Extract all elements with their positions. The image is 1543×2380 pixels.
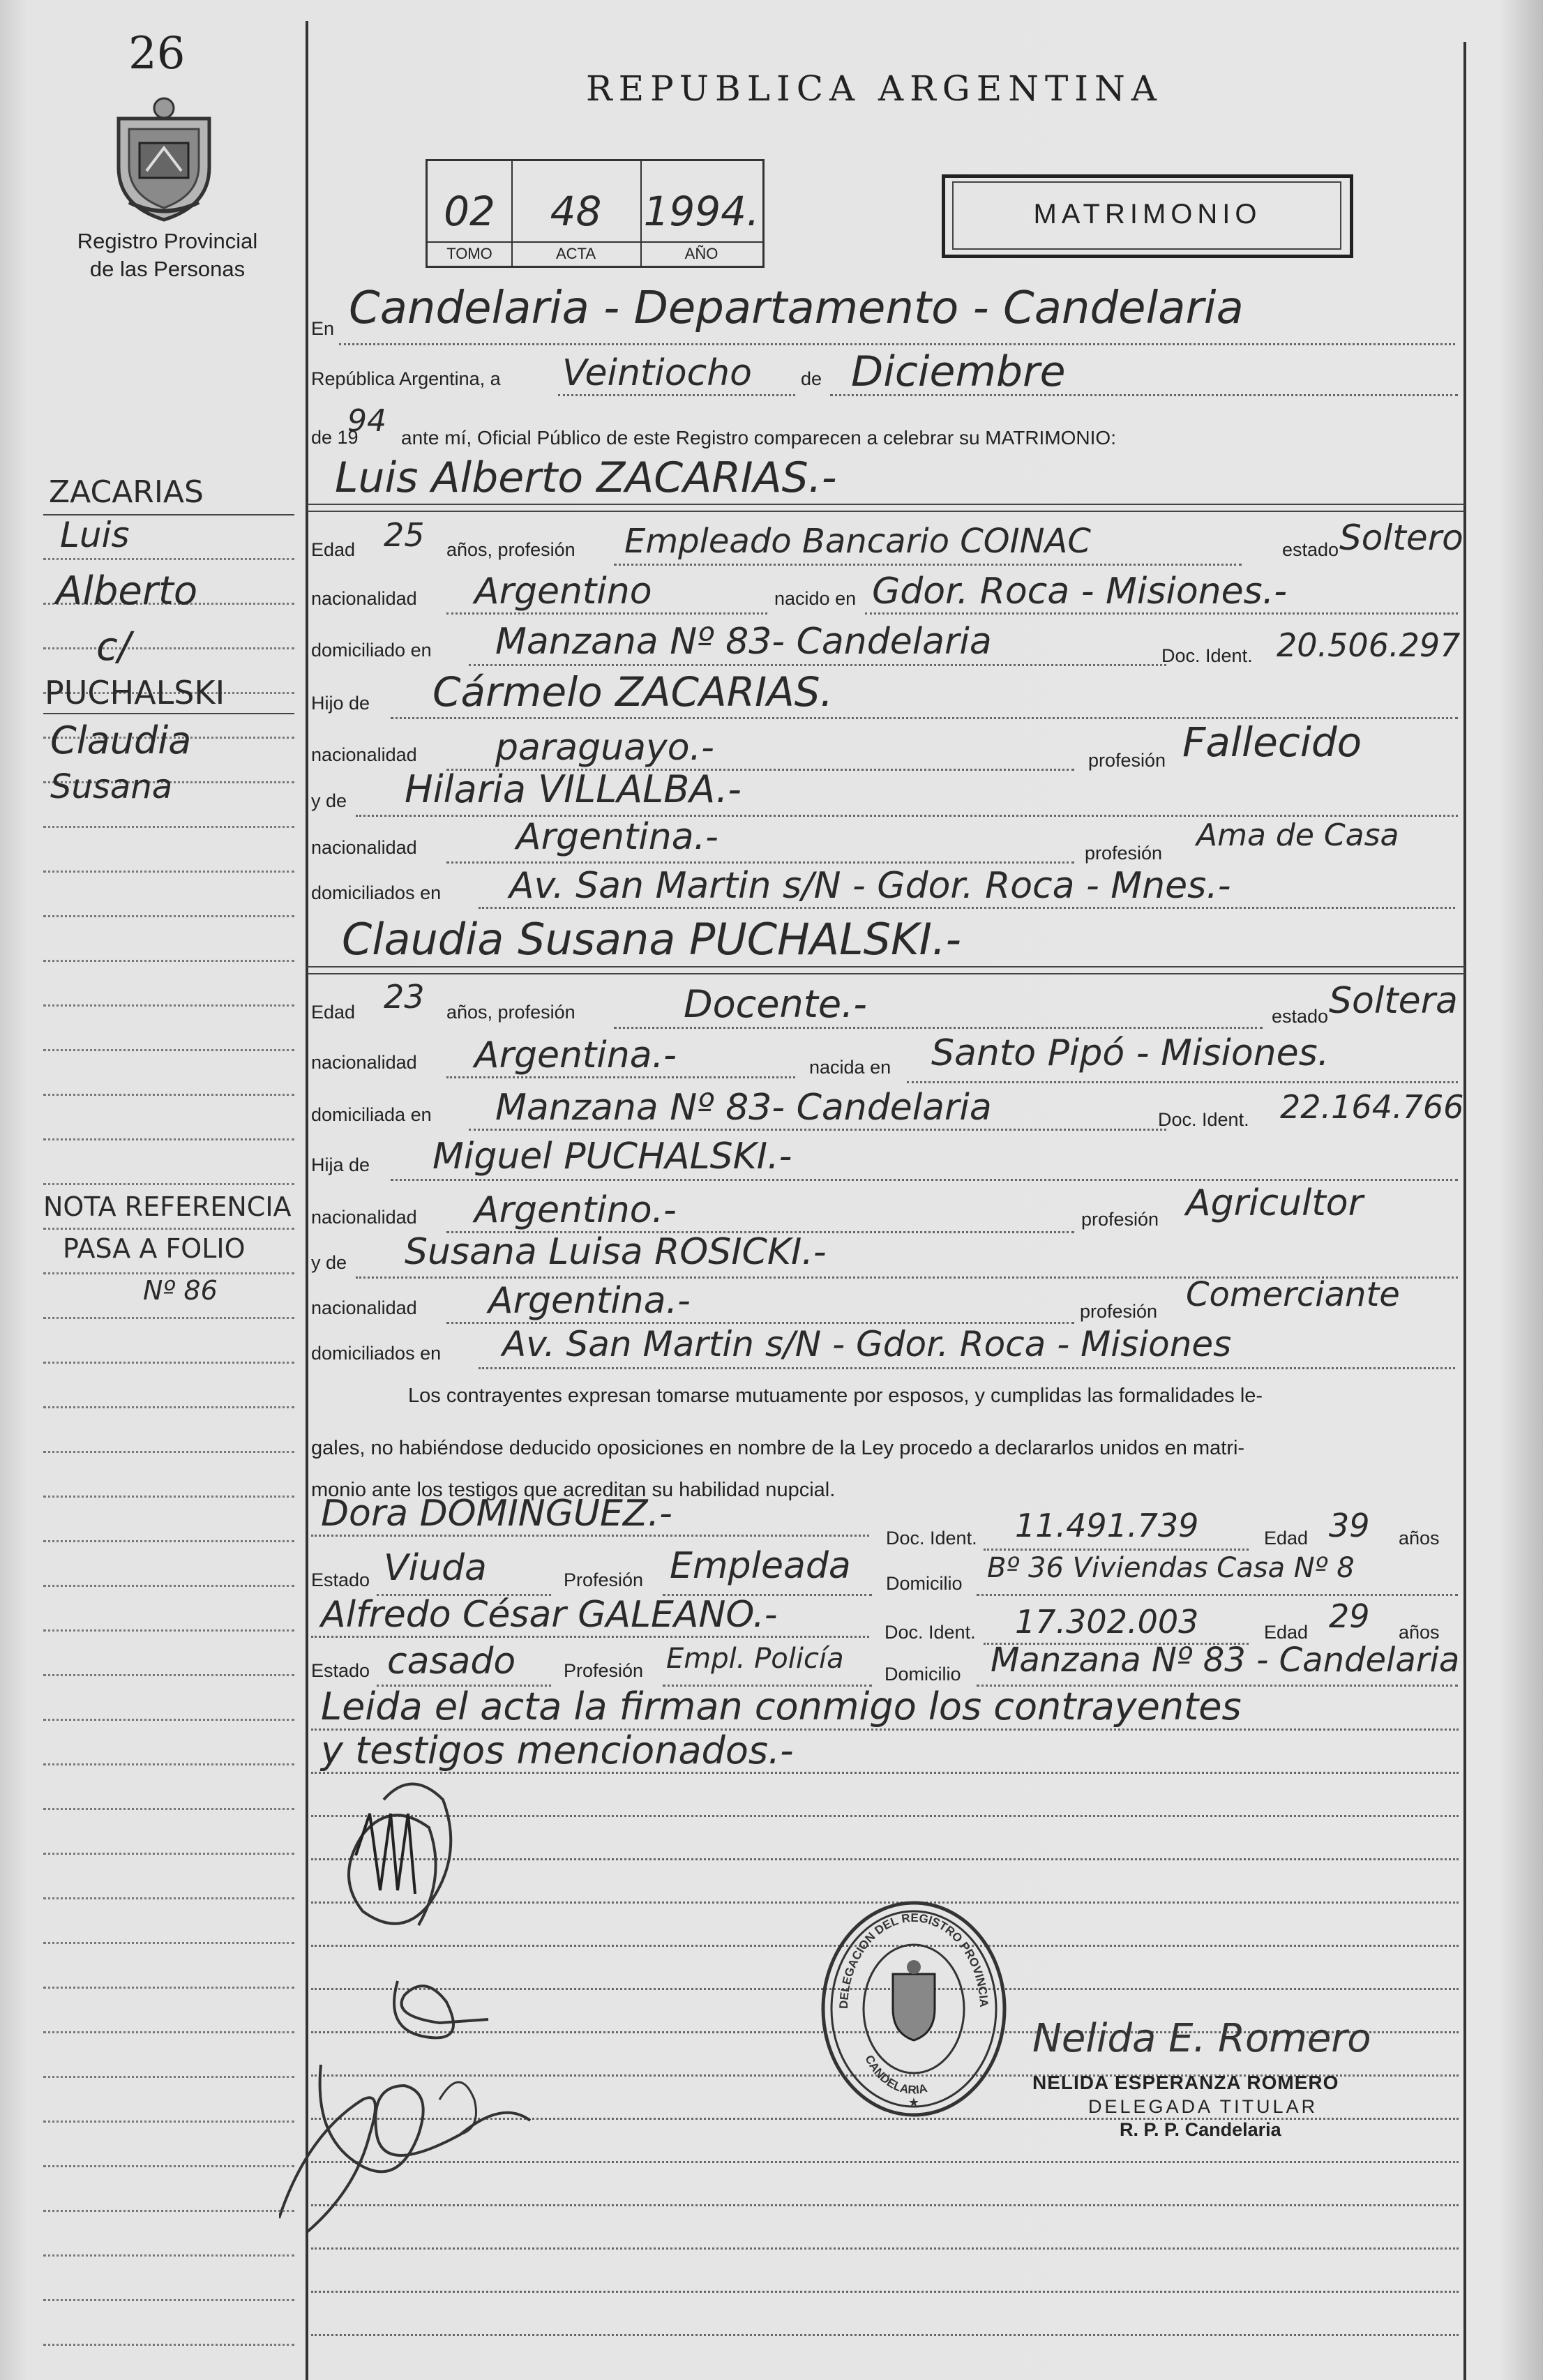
signatures-scribbles bbox=[279, 1772, 837, 2246]
ruled-line bbox=[311, 2291, 1459, 2293]
groom-mother-nat-label: nacionalidad bbox=[311, 837, 417, 858]
margin-bride-first: Claudia bbox=[50, 718, 192, 762]
coat-of-arms-icon bbox=[98, 91, 230, 223]
witness1-domicilio-label: Domicilio bbox=[886, 1573, 963, 1594]
bride-mother-prof: Comerciante bbox=[1186, 1275, 1400, 1314]
closing-line1: Leida el acta la firman conmigo los contrayentes bbox=[321, 1685, 1242, 1728]
groom-profession: Empleado Bancario COINAC bbox=[624, 522, 1091, 561]
margin-ruled-line bbox=[43, 1808, 294, 1810]
groom-mother-prof-label: profesión bbox=[1085, 843, 1163, 864]
margin-note-line2: PASA A FOLIO bbox=[63, 1233, 246, 1264]
groom-estado-label: estado bbox=[1282, 539, 1339, 560]
bride-mother-nat-label: nacionalidad bbox=[311, 1297, 417, 1318]
witness1-profession: Empleada bbox=[670, 1545, 851, 1587]
margin-ruled-line bbox=[43, 871, 294, 873]
witness1-profesion-label: Profesión bbox=[564, 1569, 644, 1590]
margin-ruled-line bbox=[43, 558, 294, 560]
groom-domicile: Manzana Nº 83- Candelaria bbox=[495, 621, 992, 663]
groom-edad-label: Edad bbox=[311, 539, 356, 560]
bride-edad-label: Edad bbox=[311, 1002, 356, 1023]
bride-nacida-label: nacida en bbox=[809, 1057, 891, 1078]
official-name: NELIDA ESPERANZA ROMERO bbox=[1032, 2072, 1339, 2093]
witness1-edad-label: Edad bbox=[1264, 1528, 1309, 1549]
bride-estado-label: estado bbox=[1272, 1006, 1329, 1027]
groom-parents-dom: Av. San Martin s/N - Gdor. Roca - Mnes.- bbox=[509, 865, 1231, 907]
groom-parents-dom-label: domiciliados en bbox=[311, 882, 442, 903]
margin-note-line3: Nº 86 bbox=[143, 1275, 218, 1306]
seal-bottom-text: CANDELARIA bbox=[862, 2053, 929, 2097]
bride-father-nat-label: nacionalidad bbox=[311, 1207, 417, 1228]
groom-estado: Soltero bbox=[1339, 518, 1463, 558]
registry-name-line1: Registro Provincial bbox=[77, 229, 258, 253]
margin-ruled-line bbox=[43, 1585, 294, 1587]
bride-estado: Soltera bbox=[1329, 980, 1458, 1022]
witness2-name: Alfredo César GALEANO.- bbox=[321, 1594, 778, 1636]
margin-ruled-line bbox=[43, 1763, 294, 1765]
bride-nacionalidad-label: nacionalidad bbox=[311, 1052, 417, 1073]
margin-ruled-line bbox=[43, 826, 294, 828]
declaration-line1: Los contrayentes expresan tomarse mutuamente por esposos, y cumplidas las formalidades le- bbox=[408, 1385, 1263, 1407]
margin-ruled-line bbox=[43, 1138, 294, 1140]
groom-doc-label: Doc. Ident. bbox=[1161, 645, 1253, 666]
witness2-doc: 17.302.003 bbox=[1015, 1603, 1199, 1641]
margin-ruled-line bbox=[43, 2210, 294, 2212]
registry-name-line2: de las Personas bbox=[89, 257, 246, 281]
groom-father-nat-label: nacionalidad bbox=[311, 744, 417, 765]
bride-mother-prof-label: profesión bbox=[1080, 1301, 1158, 1322]
witness2-estado-label: Estado bbox=[311, 1660, 370, 1681]
margin-ruled-line bbox=[43, 1049, 294, 1051]
witness1-estado: Viuda bbox=[384, 1547, 487, 1589]
bride-father: Miguel PUCHALSKI.- bbox=[432, 1136, 792, 1177]
groom-father-prof: Fallecido bbox=[1182, 718, 1362, 766]
margin-ruled-line bbox=[43, 1540, 294, 1542]
bride-mother: Susana Luisa ROSICKI.- bbox=[405, 1231, 827, 1273]
witness1-age: 39 bbox=[1329, 1507, 1370, 1544]
witness2-profession: Empl. Policía bbox=[666, 1643, 844, 1675]
margin-ruled-line bbox=[43, 1897, 294, 1899]
ante-text: ante mí, Oficial Público de este Registro comparecen a celebrar su MATRIMONIO: bbox=[401, 427, 1116, 449]
margin-bride-surname: PUCHALSKI bbox=[45, 674, 225, 711]
ano-label: AÑO bbox=[684, 245, 718, 262]
margin-ruled-line bbox=[43, 1228, 294, 1230]
bride-father-nat: Argentino.- bbox=[474, 1189, 677, 1231]
bride-mother-label: y de bbox=[311, 1252, 347, 1273]
bride-birthplace: Santo Pipó - Misiones. bbox=[931, 1032, 1330, 1074]
acta-value: 48 bbox=[550, 188, 602, 235]
margin-ruled-line bbox=[43, 2299, 294, 2301]
day-value: Veintiocho bbox=[562, 352, 752, 394]
bride-father-prof-label: profesión bbox=[1081, 1209, 1159, 1230]
ano-value: 1994. bbox=[643, 188, 760, 235]
margin-ruled-line bbox=[43, 1004, 294, 1007]
margin-ruled-line bbox=[43, 2344, 294, 2346]
closing-line2: y testigos mencionados.- bbox=[321, 1728, 794, 1772]
year-suffix: 94 bbox=[347, 403, 386, 439]
groom-mother: Hilaria VILLALBA.- bbox=[405, 767, 742, 811]
year-prefix: de 19 bbox=[311, 427, 359, 448]
bride-mother-nat: Argentina.- bbox=[488, 1280, 691, 1322]
bride-doc-label: Doc. Ident. bbox=[1158, 1109, 1249, 1130]
groom-nacido-label: nacido en bbox=[774, 588, 857, 609]
en-label: En bbox=[311, 318, 335, 339]
margin-ruled-line bbox=[43, 2031, 294, 2033]
margin-bride-second: Susana bbox=[50, 767, 173, 806]
groom-profesion-label: años, profesión bbox=[446, 539, 575, 560]
margin-ruled-line bbox=[43, 2165, 294, 2167]
margin-ruled-line bbox=[43, 960, 294, 962]
groom-father-label: Hijo de bbox=[311, 693, 370, 714]
right-border bbox=[1463, 42, 1466, 2380]
margin-ruled-line bbox=[43, 915, 294, 917]
witness2-anos-label: años bbox=[1399, 1622, 1440, 1643]
record-number-box bbox=[426, 159, 765, 268]
republica-label: República Argentina, a bbox=[311, 368, 501, 389]
bride-father-prof: Agricultor bbox=[1186, 1182, 1363, 1224]
bride-parents-dom: Av. San Martin s/N - Gdor. Roca - Misiones bbox=[502, 1324, 1232, 1364]
date-de-label: de bbox=[801, 368, 822, 389]
margin-ruled-line bbox=[43, 1942, 294, 1944]
tomo-label: TOMO bbox=[446, 245, 492, 262]
groom-mother-nat: Argentina.- bbox=[516, 816, 718, 858]
witness1-domicile: Bº 36 Viviendas Casa Nº 8 bbox=[987, 1552, 1355, 1584]
margin-ruled-line bbox=[43, 2254, 294, 2257]
groom-nationality: Argentino bbox=[474, 571, 652, 612]
declaration-line2: gales, no habiéndose deducido oposiciones en nombre de la Ley procedo a declararlos unidos en matri- bbox=[311, 1437, 1245, 1459]
margin-ruled-line bbox=[43, 1451, 294, 1453]
bride-profesion-label: años, profesión bbox=[446, 1002, 575, 1023]
margin-ruled-line bbox=[43, 1719, 294, 1721]
margin-note-line1: NOTA REFERENCIA bbox=[43, 1191, 292, 1222]
margin-ruled-line bbox=[43, 2121, 294, 2123]
margin-joiner: c/ bbox=[96, 624, 131, 670]
margin-ruled-line bbox=[43, 2076, 294, 2078]
bride-age: 23 bbox=[384, 978, 425, 1016]
svg-text:CANDELARIA bbox=[862, 2053, 928, 2097]
witness2-estado: casado bbox=[387, 1641, 516, 1682]
margin-groom-first: Luis bbox=[60, 515, 130, 555]
bride-domicilio-label: domiciliada en bbox=[311, 1104, 432, 1125]
margin-ruled-line bbox=[43, 1674, 294, 1676]
official-title: DELEGADA TITULAR bbox=[1088, 2096, 1318, 2117]
witness2-domicilio-label: Domicilio bbox=[885, 1664, 961, 1685]
groom-birthplace: Gdor. Roca - Misiones.- bbox=[872, 571, 1288, 612]
bride-name: Claudia Susana PUCHALSKI.- bbox=[342, 914, 962, 965]
groom-father: Cármelo ZACARIAS. bbox=[432, 668, 834, 716]
bride-nationality: Argentina.- bbox=[474, 1034, 677, 1076]
margin-ruled-line bbox=[43, 1629, 294, 1632]
record-type-label: MATRIMONIO bbox=[1033, 199, 1262, 229]
official-signature: Nelida E. Romero bbox=[1032, 2016, 1371, 2061]
margin-ruled-line bbox=[43, 1496, 294, 1498]
ruled-line bbox=[311, 2247, 1459, 2250]
record-type-box bbox=[942, 174, 1353, 258]
groom-mother-prof: Ama de Casa bbox=[1196, 818, 1399, 853]
margin-ruled-line bbox=[43, 1406, 294, 1408]
bride-domicile: Manzana Nº 83- Candelaria bbox=[495, 1087, 992, 1129]
seal-ring-text: DELEGACION DEL REGISTRO PROVINCIA bbox=[836, 1911, 991, 2010]
witness1-doc-label: Doc. Ident. bbox=[886, 1528, 977, 1549]
margin-ruled-line bbox=[43, 1362, 294, 1364]
witness2-profesion-label: Profesión bbox=[564, 1660, 644, 1681]
witness1-estado-label: Estado bbox=[311, 1569, 370, 1590]
witness2-age: 29 bbox=[1329, 1597, 1370, 1635]
groom-name: Luis Alberto ZACARIAS.- bbox=[335, 453, 837, 502]
bride-parents-dom-label: domiciliados en bbox=[311, 1343, 442, 1364]
bride-father-label: Hija de bbox=[311, 1154, 370, 1175]
groom-mother-label: y de bbox=[311, 790, 347, 811]
bride-doc: 22.164.766 bbox=[1280, 1088, 1464, 1126]
ruled-line bbox=[311, 2334, 1459, 2336]
witness1-name: Dora DOMINGUEZ.- bbox=[321, 1493, 672, 1535]
tomo-value: 02 bbox=[444, 188, 495, 235]
margin-ruled-line bbox=[43, 1183, 294, 1185]
groom-father-prof-label: profesión bbox=[1088, 750, 1166, 771]
witness2-domicile: Manzana Nº 83 - Candelaria bbox=[991, 1641, 1460, 1680]
country-title: REPUBLICA ARGENTINA bbox=[586, 68, 1163, 109]
official-office: R. P. P. Candelaria bbox=[1120, 2119, 1281, 2140]
margin-ruled-line bbox=[43, 1987, 294, 1989]
margin-groom-second: Alberto bbox=[56, 568, 198, 614]
groom-nacionalidad-label: nacionalidad bbox=[311, 588, 417, 609]
groom-age: 25 bbox=[384, 516, 425, 554]
margin-groom-surname: ZACARIAS bbox=[49, 474, 204, 510]
groom-father-nat: paraguayo.- bbox=[495, 727, 714, 769]
month-value: Diciembre bbox=[851, 347, 1066, 396]
acta-label: ACTA bbox=[555, 245, 596, 262]
groom-domicilio-label: domiciliado en bbox=[311, 640, 432, 661]
witness1-anos-label: años bbox=[1399, 1528, 1440, 1549]
margin-ruled-line bbox=[43, 1853, 294, 1855]
margin-ruled-line bbox=[43, 647, 294, 649]
margin-ruled-line bbox=[43, 1094, 294, 1096]
groom-doc: 20.506.297 bbox=[1277, 626, 1461, 664]
witness1-doc: 11.491.739 bbox=[1015, 1507, 1199, 1544]
bride-profession: Docente.- bbox=[684, 982, 867, 1026]
declaration-line3: monio ante los testigos que acreditan su habilidad nupcial. bbox=[311, 1479, 836, 1501]
svg-text:★: ★ bbox=[908, 2095, 920, 2109]
place-value: Candelaria - Departamento - Candelaria bbox=[349, 283, 1244, 334]
margin-ruled-line bbox=[43, 1272, 294, 1274]
witness2-doc-label: Doc. Ident. bbox=[885, 1622, 976, 1643]
margin-ruled-line bbox=[43, 1317, 294, 1319]
witness2-edad-label: Edad bbox=[1264, 1622, 1309, 1643]
folio-number: 26 bbox=[128, 28, 186, 80]
official-seal bbox=[816, 1897, 1011, 2121]
